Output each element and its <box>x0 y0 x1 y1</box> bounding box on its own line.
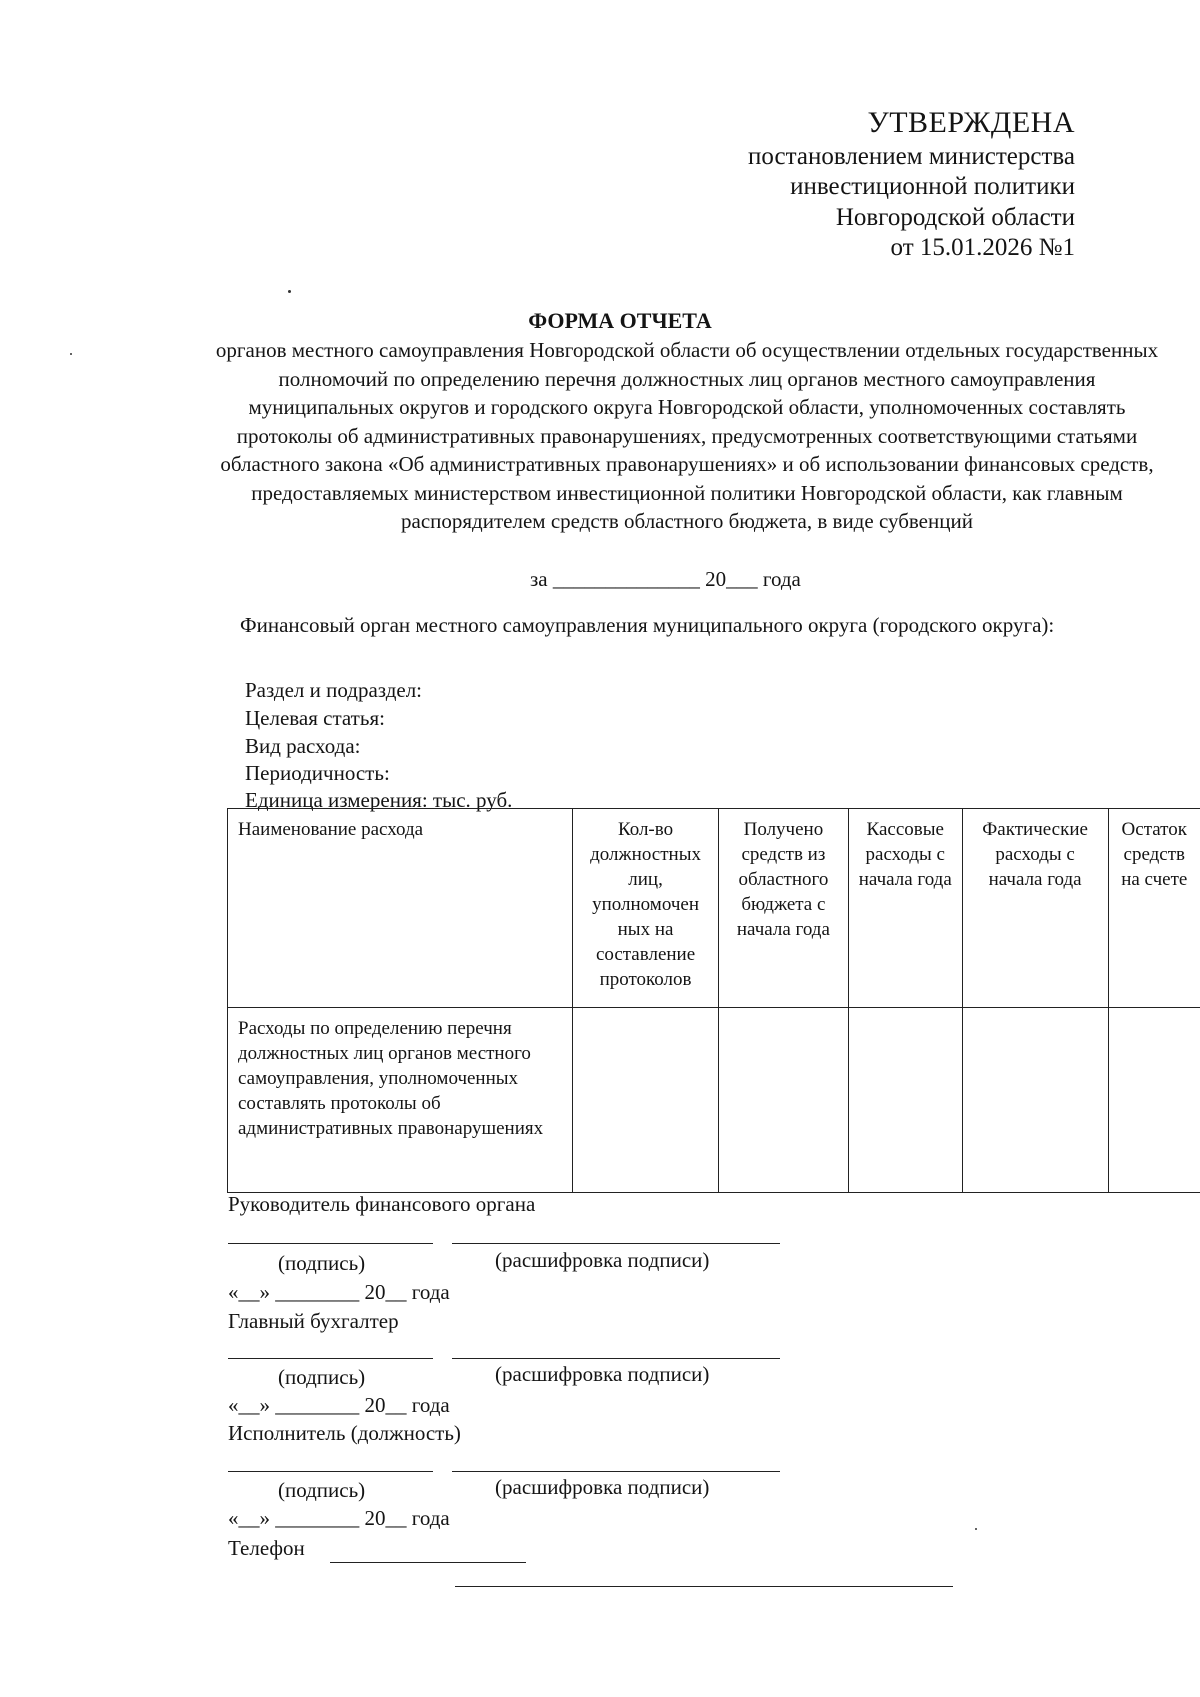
table-row <box>228 1008 1200 1193</box>
approval-line-4: от 15.01.2026 №1 <box>890 234 1075 262</box>
executor-signature-line[interactable] <box>228 1471 433 1472</box>
head-label: Руководитель финансового органа <box>228 1192 536 1216</box>
scan-speck <box>70 353 72 355</box>
accountant-signature-line[interactable] <box>228 1358 433 1359</box>
approval-stamp <box>748 105 1075 264</box>
scan-speck <box>288 290 291 293</box>
head-date-line: «__» ________ 20__ года <box>228 1280 450 1304</box>
approval-line-2: инвестиционной политики <box>790 173 1075 201</box>
cell-officials-count[interactable] <box>573 1008 719 1193</box>
head-sign-caption: (подпись) <box>278 1251 366 1275</box>
periodicity-label: Периодичность: <box>245 761 390 785</box>
row-expense-name: Расходы по определению перечня должностных лиц органов местного самоуправления, уполномоченных составлять протоколы об административных правонарушениях <box>228 1008 573 1193</box>
finance-body-label: Финансовый орган местного самоуправления муниципального округа (городского округа): <box>240 613 1055 637</box>
head-signature-line[interactable] <box>228 1243 433 1244</box>
head-decode-line[interactable] <box>452 1243 780 1244</box>
expense-type-label: Вид расхода: <box>245 734 361 758</box>
approval-title: УТВЕРЖДЕНА <box>867 106 1075 139</box>
form-title: ФОРМА ОТЧЕТА <box>528 308 712 333</box>
cell-received-funds[interactable] <box>718 1008 848 1193</box>
executor-date-line: «__» ________ 20__ года <box>228 1506 450 1530</box>
executor-decode-line[interactable] <box>452 1471 780 1472</box>
footer-rule <box>455 1586 953 1587</box>
table-header-row <box>228 809 1200 1008</box>
executor-decode-caption: (расшифровка подписи) <box>495 1475 710 1499</box>
accountant-decode-caption: (расшифровка подписи) <box>495 1362 710 1386</box>
unit-label: Единица измерения: тыс. руб. <box>245 788 513 812</box>
approval-line-3: Новгородской области <box>835 203 1075 231</box>
header-received-funds: Получено средств из областного бюджета с начала года <box>718 809 848 1008</box>
section-label: Раздел и подраздел: <box>245 678 423 702</box>
report-table <box>227 808 1200 1193</box>
phone-field-line[interactable] <box>330 1562 526 1563</box>
head-decode-caption: (расшифровка подписи) <box>495 1248 710 1272</box>
report-period: за ______________ 20___ года <box>530 567 801 591</box>
header-balance: Остаток средств на счете <box>1108 809 1200 1008</box>
phone-label: Телефон <box>228 1536 305 1560</box>
executor-sign-caption: (подпись) <box>278 1478 366 1502</box>
scan-speck <box>975 1528 977 1530</box>
cell-balance[interactable] <box>1108 1008 1200 1193</box>
accountant-date-line: «__» ________ 20__ года <box>228 1393 450 1417</box>
target-article-label: Целевая статья: <box>245 706 385 730</box>
header-cash-expenses: Кассовые расходы с начала года <box>848 809 962 1008</box>
header-actual-expenses: Фактические расходы с начала года <box>962 809 1108 1008</box>
accountant-sign-caption: (подпись) <box>278 1365 366 1389</box>
cell-actual-expenses[interactable] <box>962 1008 1108 1193</box>
cell-cash-expenses[interactable] <box>848 1008 962 1193</box>
header-officials-count: Кол-во должностных лиц, уполномочен ных на составление протоколов <box>573 809 719 1008</box>
header-expense-name: Наименование расхода <box>228 809 573 1008</box>
approval-line-1: постановлением министерства <box>748 142 1075 170</box>
accountant-decode-line[interactable] <box>452 1358 780 1359</box>
executor-label: Исполнитель (должность) <box>228 1421 461 1445</box>
accountant-label: Главный бухгалтер <box>228 1309 399 1333</box>
form-subtitle: органов местного самоуправления Новгородской области об осуществлении отдельных государственных полномочий по определению перечня должностных лиц органов местного самоуправления муниципальных округов и городского округа Новгородской области, уполномоченных составлять протоколы об административных правонарушениях, предусмотренных соответствующими статьями областного закона «Об административных правонарушениях» и об использовании финансовых средств, предоставляемых министерством инвестиционной политики Новгородской области, как главным распорядителем средств областного бюджета, в виде субвенций <box>215 338 1159 533</box>
